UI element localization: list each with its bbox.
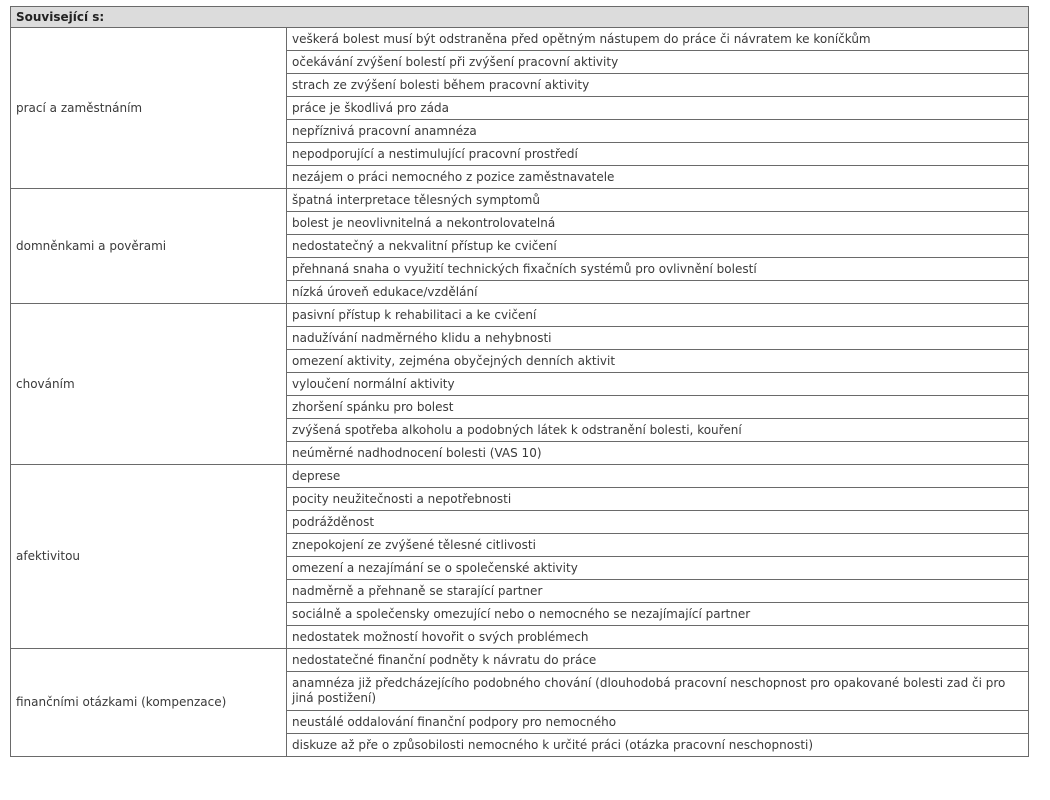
factor-cell: očekávání zvýšení bolestí při zvýšení pracovní aktivity xyxy=(287,51,1029,74)
factor-cell: diskuze až pře o způsobilosti nemocného k určité práci (otázka pracovní neschopnosti) xyxy=(287,734,1029,757)
factor-cell: pasivní přístup k rehabilitaci a ke cvičení xyxy=(287,304,1029,327)
category-cell: domněnkami a pověrami xyxy=(11,189,287,304)
factor-cell: nedostatek možností hovořit o svých problémech xyxy=(287,626,1029,649)
factor-cell: vyloučení normální aktivity xyxy=(287,373,1029,396)
table-row xyxy=(11,28,1029,51)
risk-factors-table xyxy=(10,6,1029,757)
factor-cell: nepodporující a nestimulující pracovní prostředí xyxy=(287,143,1029,166)
factor-cell: nízká úroveň edukace/vzdělání xyxy=(287,281,1029,304)
factor-cell: strach ze zvýšení bolesti během pracovní aktivity xyxy=(287,74,1029,97)
factor-cell: neustálé oddalování finanční podpory pro nemocného xyxy=(287,711,1029,734)
factor-cell: anamnéza již předcházejícího podobného chování (dlouhodobá pracovní neschopnost pro opakované bolesti zad či pro jiná postižení) xyxy=(287,672,1029,711)
category-cell: afektivitou xyxy=(11,465,287,649)
factor-cell: zhoršení spánku pro bolest xyxy=(287,396,1029,419)
table-row xyxy=(11,465,1029,488)
factor-cell: omezení a nezajímání se o společenské aktivity xyxy=(287,557,1029,580)
factor-cell: nadměrně a přehnaně se starající partner xyxy=(287,580,1029,603)
table-row xyxy=(11,649,1029,672)
table-header: Související s: xyxy=(11,7,1029,28)
factor-cell: zvýšená spotřeba alkoholu a podobných látek k odstranění bolesti, kouření xyxy=(287,419,1029,442)
category-cell: chováním xyxy=(11,304,287,465)
category-cell: finančními otázkami (kompenzace) xyxy=(11,649,287,757)
factor-cell: nedostatečné finanční podněty k návratu do práce xyxy=(287,649,1029,672)
table-body xyxy=(11,28,1029,757)
factor-cell: podrážděnost xyxy=(287,511,1029,534)
table-row xyxy=(11,189,1029,212)
table-row xyxy=(11,304,1029,327)
factor-cell: práce je škodlivá pro záda xyxy=(287,97,1029,120)
factor-cell: znepokojení ze zvýšené tělesné citlivosti xyxy=(287,534,1029,557)
factor-cell: špatná interpretace tělesných symptomů xyxy=(287,189,1029,212)
table-header-row xyxy=(11,7,1029,28)
factor-cell: veškerá bolest musí být odstraněna před opětným nástupem do práce či návratem ke koníčkům xyxy=(287,28,1029,51)
factor-cell: nepříznivá pracovní anamnéza xyxy=(287,120,1029,143)
factor-cell: deprese xyxy=(287,465,1029,488)
factor-cell: omezení aktivity, zejména obyčejných denních aktivit xyxy=(287,350,1029,373)
factor-cell: sociálně a společensky omezující nebo o nemocného se nezajímající partner xyxy=(287,603,1029,626)
factor-cell: nezájem o práci nemocného z pozice zaměstnavatele xyxy=(287,166,1029,189)
factor-cell: neúměrné nadhodnocení bolesti (VAS 10) xyxy=(287,442,1029,465)
category-cell: prací a zaměstnáním xyxy=(11,28,287,189)
factor-cell: nadužívání nadměrného klidu a nehybnosti xyxy=(287,327,1029,350)
factor-cell: bolest je neovlivnitelná a nekontrolovatelná xyxy=(287,212,1029,235)
factor-cell: přehnaná snaha o využití technických fixačních systémů pro ovlivnění bolestí xyxy=(287,258,1029,281)
factor-cell: pocity neužitečnosti a nepotřebnosti xyxy=(287,488,1029,511)
factor-cell: nedostatečný a nekvalitní přístup ke cvičení xyxy=(287,235,1029,258)
